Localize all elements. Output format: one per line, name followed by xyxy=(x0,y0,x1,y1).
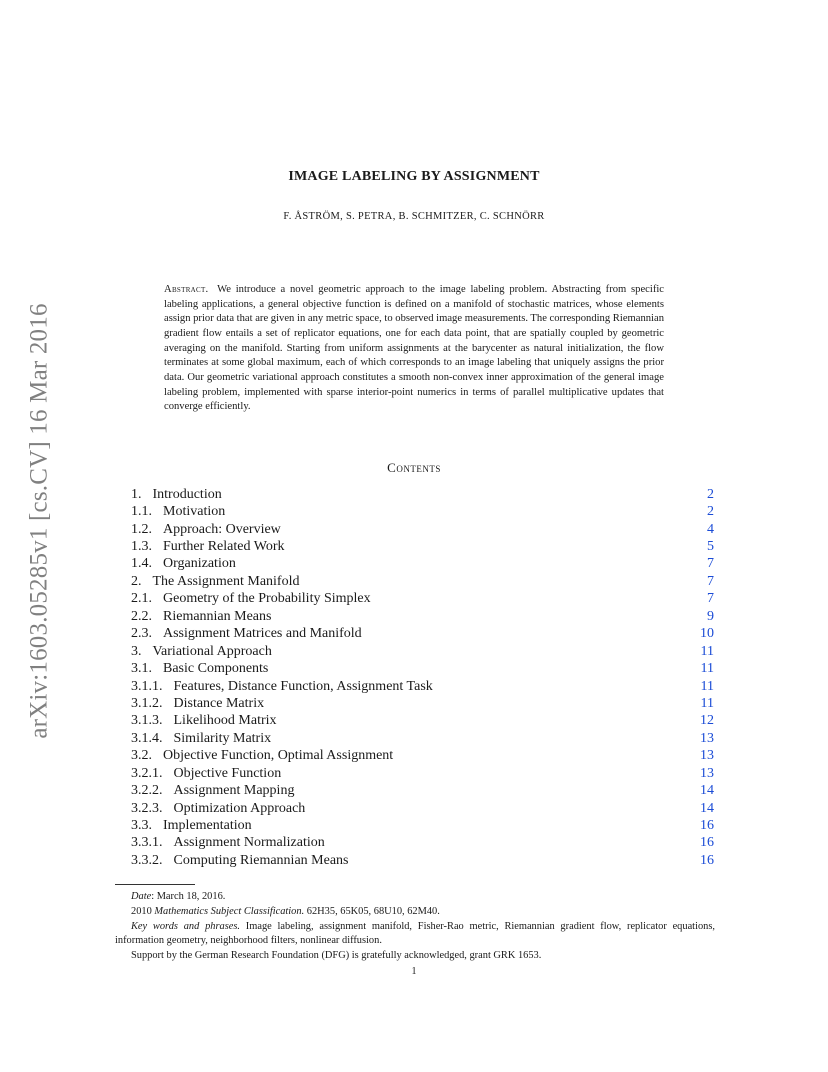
toc-entry-number: 1.3. xyxy=(131,539,152,555)
abstract xyxy=(164,283,664,415)
toc-entry-number: 1.2. xyxy=(131,521,152,537)
footnote-keywords xyxy=(115,920,715,950)
toc-entry-number: 2.1. xyxy=(131,591,152,607)
toc-page-link[interactable]: 9 xyxy=(707,608,714,624)
toc-entry[interactable] xyxy=(131,626,714,643)
toc-entry-title: Organization xyxy=(163,556,236,572)
msc-label: 2010 xyxy=(131,905,155,917)
toc-entry-title: Assignment Matrices and Manifold xyxy=(163,626,362,642)
toc-entry-number: 3. xyxy=(131,643,142,659)
toc-entry[interactable] xyxy=(131,503,714,520)
arxiv-stamp xyxy=(20,282,60,760)
toc-page-link[interactable]: 5 xyxy=(707,539,714,555)
toc-entry-number: 3.1. xyxy=(131,661,152,677)
msc-codes: 62H35, 65K05, 68U10, 62M40. xyxy=(304,905,440,917)
toc-entry-title: Motivation xyxy=(163,504,226,520)
msc-heading: Mathematics Subject Classification. xyxy=(154,905,305,917)
date-value: : March 18, 2016. xyxy=(151,891,226,902)
toc-page-link[interactable]: 10 xyxy=(700,626,714,642)
toc-entry-number: 1.4. xyxy=(131,556,152,572)
abstract-heading: Abstract. xyxy=(164,284,209,295)
toc-entry-number: 3.2.3. xyxy=(131,800,163,816)
toc-entry[interactable] xyxy=(131,486,714,503)
toc-page-link[interactable]: 7 xyxy=(707,573,714,589)
toc-entry-number: 2. xyxy=(131,573,142,589)
page-number: 1 xyxy=(411,966,417,977)
toc-entry[interactable] xyxy=(131,521,714,538)
toc-entry-number: 3.1.2. xyxy=(131,695,163,711)
toc-entry-number: 3.1.3. xyxy=(131,713,163,729)
toc-entry[interactable] xyxy=(131,800,714,817)
paper-authors: F. ÅSTRÖM, S. PETRA, B. SCHMITZER, C. SCHNÖRR xyxy=(283,211,545,222)
toc-page-link[interactable]: 4 xyxy=(707,521,714,537)
toc-entry-number: 3.3.1. xyxy=(131,835,163,851)
toc-entry[interactable] xyxy=(131,748,714,765)
toc-page-link[interactable]: 2 xyxy=(707,486,714,502)
toc-entry-title: Riemannian Means xyxy=(163,608,272,624)
toc-entry[interactable] xyxy=(131,660,714,677)
toc-entry[interactable] xyxy=(131,782,714,799)
toc-page-link[interactable]: 16 xyxy=(700,818,714,834)
toc-entry-number: 1.1. xyxy=(131,504,152,520)
table-of-contents xyxy=(131,486,714,870)
toc-entry-title: Assignment Mapping xyxy=(173,783,295,799)
toc-page-link[interactable]: 13 xyxy=(700,730,714,746)
toc-entry-title: Assignment Normalization xyxy=(173,835,325,851)
toc-entry-number: 3.3.2. xyxy=(131,852,163,868)
toc-page-link[interactable]: 14 xyxy=(700,800,714,816)
toc-entry-title: Likelihood Matrix xyxy=(173,713,277,729)
keywords-heading: Key words and phrases. xyxy=(131,920,241,932)
toc-entry-number: 3.1.1. xyxy=(131,678,163,694)
toc-entry-number: 1. xyxy=(131,486,142,502)
keywords-text: Image labeling, assignment manifold, Fisher-Rao metric, Riemannian gradient flow, replicator equations, information geometry, neighborhood filters, nonlinear diffusion. xyxy=(115,920,715,947)
toc-entry[interactable] xyxy=(131,852,714,869)
toc-entry-title: Geometry of the Probability Simplex xyxy=(163,591,371,607)
toc-entry-title: Introduction xyxy=(152,486,222,502)
toc-entry[interactable] xyxy=(131,591,714,608)
contents-heading: Contents xyxy=(387,460,441,475)
toc-entry[interactable] xyxy=(131,713,714,730)
toc-entry[interactable] xyxy=(131,695,714,712)
toc-entry[interactable] xyxy=(131,573,714,590)
toc-entry-title: Features, Distance Function, Assignment Task xyxy=(173,678,433,694)
toc-page-link[interactable]: 11 xyxy=(700,695,714,711)
toc-entry-title: Implementation xyxy=(163,818,252,834)
toc-page-link[interactable]: 13 xyxy=(700,748,714,764)
toc-page-link[interactable]: 7 xyxy=(707,591,714,607)
abstract-text: We introduce a novel geometric approach to the image labeling problem. Abstracting from specific labeling applications, a general objective function is defined on a manifold of stochastic matrices, whose elements assign prior data that are given in any metric space, to observed image measurements. The corresponding Riemannian gradient flow entails a set of replicator equations, one for each data point, that are spatially coupled by geometric averaging on the manifold. Starting from uniform assignments at the barycenter as natural initialization, the flow terminates at some global maximum, each of which corresponds to an image labeling that uniquely assigns the prior data. Our geometric variational approach constitutes a smooth non-convex inner approximation of the general image labeling problem, implemented with sparse interior-point numerics in terms of parallel multiplicative updates that converge efficiently. xyxy=(164,284,664,413)
toc-entry-title: Distance Matrix xyxy=(173,695,265,711)
toc-entry-number: 3.2.2. xyxy=(131,783,163,799)
date-label: Date xyxy=(131,891,152,902)
toc-entry[interactable] xyxy=(131,643,714,660)
toc-entry-title: The Assignment Manifold xyxy=(152,573,300,589)
arxiv-stamp-text: arXiv:1603.05285v1 [cs.CV] 16 Mar 2016 xyxy=(26,303,54,739)
toc-page-link[interactable]: 12 xyxy=(700,713,714,729)
toc-entry-number: 3.1.4. xyxy=(131,730,163,746)
toc-entry-title: Approach: Overview xyxy=(163,521,281,537)
toc-entry-title: Similarity Matrix xyxy=(173,730,272,746)
toc-page-link[interactable]: 7 xyxy=(707,556,714,572)
toc-entry-number: 3.3. xyxy=(131,818,152,834)
toc-entry[interactable] xyxy=(131,556,714,573)
toc-entry[interactable] xyxy=(131,817,714,834)
toc-entry-title: Basic Components xyxy=(163,661,269,677)
toc-entry-title: Computing Riemannian Means xyxy=(173,852,349,868)
toc-entry-title: Objective Function, Optimal Assignment xyxy=(163,748,394,764)
toc-entry-title: Variational Approach xyxy=(152,643,272,659)
toc-entry[interactable] xyxy=(131,835,714,852)
footnotes xyxy=(115,890,715,964)
toc-page-link[interactable]: 16 xyxy=(700,835,714,851)
toc-entry-title: Further Related Work xyxy=(163,539,285,555)
toc-entry-title: Optimization Approach xyxy=(173,800,306,816)
toc-entry[interactable] xyxy=(131,538,714,555)
toc-page-link[interactable]: 2 xyxy=(707,504,714,520)
toc-entry[interactable] xyxy=(131,678,714,695)
toc-entry-title: Objective Function xyxy=(173,765,282,781)
toc-entry-number: 2.2. xyxy=(131,608,152,624)
footnote-support: Support by the German Research Foundation (DFG) is gratefully acknowledged, grant GRK 1653. xyxy=(131,950,542,962)
toc-entry[interactable] xyxy=(131,765,714,782)
toc-entry-number: 3.2. xyxy=(131,748,152,764)
toc-page-link[interactable]: 13 xyxy=(700,765,714,781)
toc-page-link[interactable]: 14 xyxy=(700,783,714,799)
footnote-date xyxy=(115,890,715,905)
toc-entry[interactable] xyxy=(131,608,714,625)
toc-page-link[interactable]: 11 xyxy=(700,678,714,694)
toc-entry-number: 2.3. xyxy=(131,626,152,642)
paper-title: IMAGE LABELING BY ASSIGNMENT xyxy=(288,169,540,184)
toc-entry-number: 3.2.1. xyxy=(131,765,163,781)
toc-entry[interactable] xyxy=(131,730,714,747)
footnote-divider xyxy=(115,884,195,885)
toc-page-link[interactable]: 11 xyxy=(700,661,714,677)
toc-page-link[interactable]: 11 xyxy=(700,643,714,659)
toc-page-link[interactable]: 16 xyxy=(700,852,714,868)
footnote-msc xyxy=(115,905,715,920)
